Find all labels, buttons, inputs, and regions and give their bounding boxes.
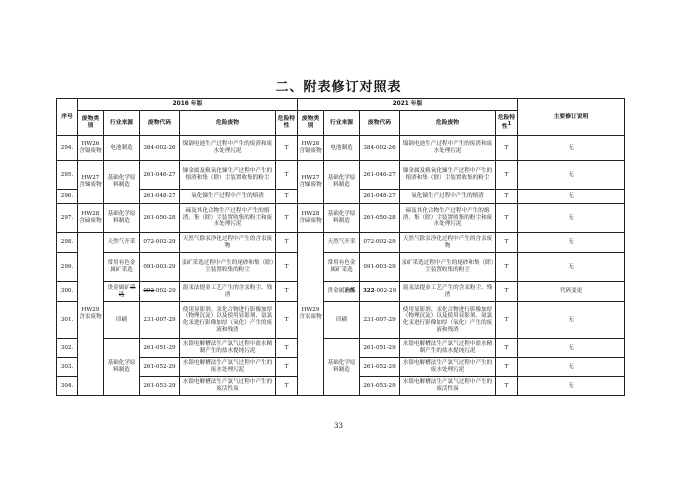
table-row: 297. HW28含碲废物 基础化学原料制造 261-050-28 碲及其化合物生产过程中产生的熔渣、集（除）尘装置收集的粉尘和废水处理污泥 T HW28含碲废物 基础化学原料制造 261-050-28 碲及其化合物生产过程中产生的熔渣、集（除）尘装置收集的粉尘和废水处理污泥 T 无 — [57, 204, 625, 233]
table-row: 295. HW27含锑废物 基础化学原料制造 261-046-27 锑金属及粗氧化锑生产过程中产生的熔渣和集（除）尘装置收集的粉尘 T HW27含锑废物 基础化学原料制造 261-046-27 锑金属及粗氧化锑生产过程中产生的熔渣和集（除）尘装置收集的粉尘 T 无 — [57, 161, 625, 190]
col-industry-header: 行业来源 — [104, 111, 140, 136]
col-code-header: 废物代码 — [140, 111, 180, 136]
col-notes-header: 主要修订说明 — [518, 99, 625, 136]
table-row: 298. HW29含汞废物 天然气开采 072-002-29 天然气除汞净化过程中产生的含汞废物 T HW29含汞废物 天然气开采 072-002-29 天然气除汞净化过程中产生的含汞废物 T 无 — [57, 233, 625, 253]
col-category-header: 废物类别 — [78, 111, 104, 136]
col-hazwaste-header-2021: 危险废物 — [400, 111, 496, 136]
table-row: 300. 贵金属矿采选 092-002-29 混汞法提金工艺产生的含汞粉尘、残渣 T 贵金属冶炼 322-002-29 混汞法提金工艺产生的含汞粉尘、残渣 T 代码变更 — [57, 282, 625, 302]
col-seq-header: 序号 — [57, 99, 78, 136]
table-row: 299. 常用有色金属矿采选 091-003-29 汞矿采选过程中产生的尾砂和集（除）尘装置收集的粉尘 T 常用有色金属矿采选 091-003-29 汞矿采选过程中产生的尾砂和集（除）尘装置收集的粉尘 T 无 — [57, 253, 625, 282]
version-2021-header: 2021 年版 — [298, 99, 518, 111]
version-2016-header: 2016 年版 — [78, 99, 298, 111]
col-hazard-header-2021: 危险特性$^1$ — [496, 111, 518, 136]
col-code-header-2021: 废物代码 — [360, 111, 400, 136]
table-row: 301. 印刷 231-007-29 使用显影剂、汞化合物进行影像加厚（物理沉淀）以及使用显影剂、氨氯化汞进行影像加厚（氧化）产生的废液和残渣 T 印刷 231-007-29 使用显影剂、汞化合物进行影像加厚（物理沉淀）以及使用显影剂、氨氯化汞进行影像加厚（氧化）产生的废液和残渣 T 无 — [57, 302, 625, 339]
col-hazard-header: 危险特性 — [276, 111, 298, 136]
col-hazwaste-header: 危险废物 — [180, 111, 276, 136]
table-row: 304. 261-053-29 水银电解槽法生产氯气过程中产生的废活性炭 T 261-053-29 水银电解槽法生产氯气过程中产生的废活性炭 T 无 — [57, 377, 625, 396]
table-row: 296. 261-048-27 氧化锑生产过程中产生的熔渣 T 261-048-27 氧化锑生产过程中产生的熔渣 T 无 — [57, 190, 625, 204]
table-row: 303. 261-052-29 水银电解槽法生产氯气过程中产生的废水处理污泥 T 261-052-29 水银电解槽法生产氯气过程中产生的废水处理污泥 T 无 — [57, 358, 625, 377]
table-row: 302. 基础化学原料制造 261-051-29 水银电解槽法生产氯气过程中盐水精制产生的盐水提纯污泥 T 基础化学原料制造 261-051-29 水银电解槽法生产氯气过程中盐水精制产生的盐水提纯污泥 T 无 — [57, 339, 625, 358]
col-industry-header-2021: 行业来源 — [324, 111, 360, 136]
revision-comparison-table — [56, 98, 625, 396]
table-row: 294. HW26含镉废物 电池制造 384-002-26 镍镉电池生产过程中产生的废渣和废水处理污泥 T HW26含镉废物 电池制造 384-002-26 镍镉电池生产过程中产生的废渣和废水处理污泥 T 无 — [57, 136, 625, 161]
col-category-header-2021: 废物类别 — [298, 111, 324, 136]
page-title: 二、附表修订对照表 — [275, 80, 402, 95]
page-number: 33 — [334, 422, 343, 430]
